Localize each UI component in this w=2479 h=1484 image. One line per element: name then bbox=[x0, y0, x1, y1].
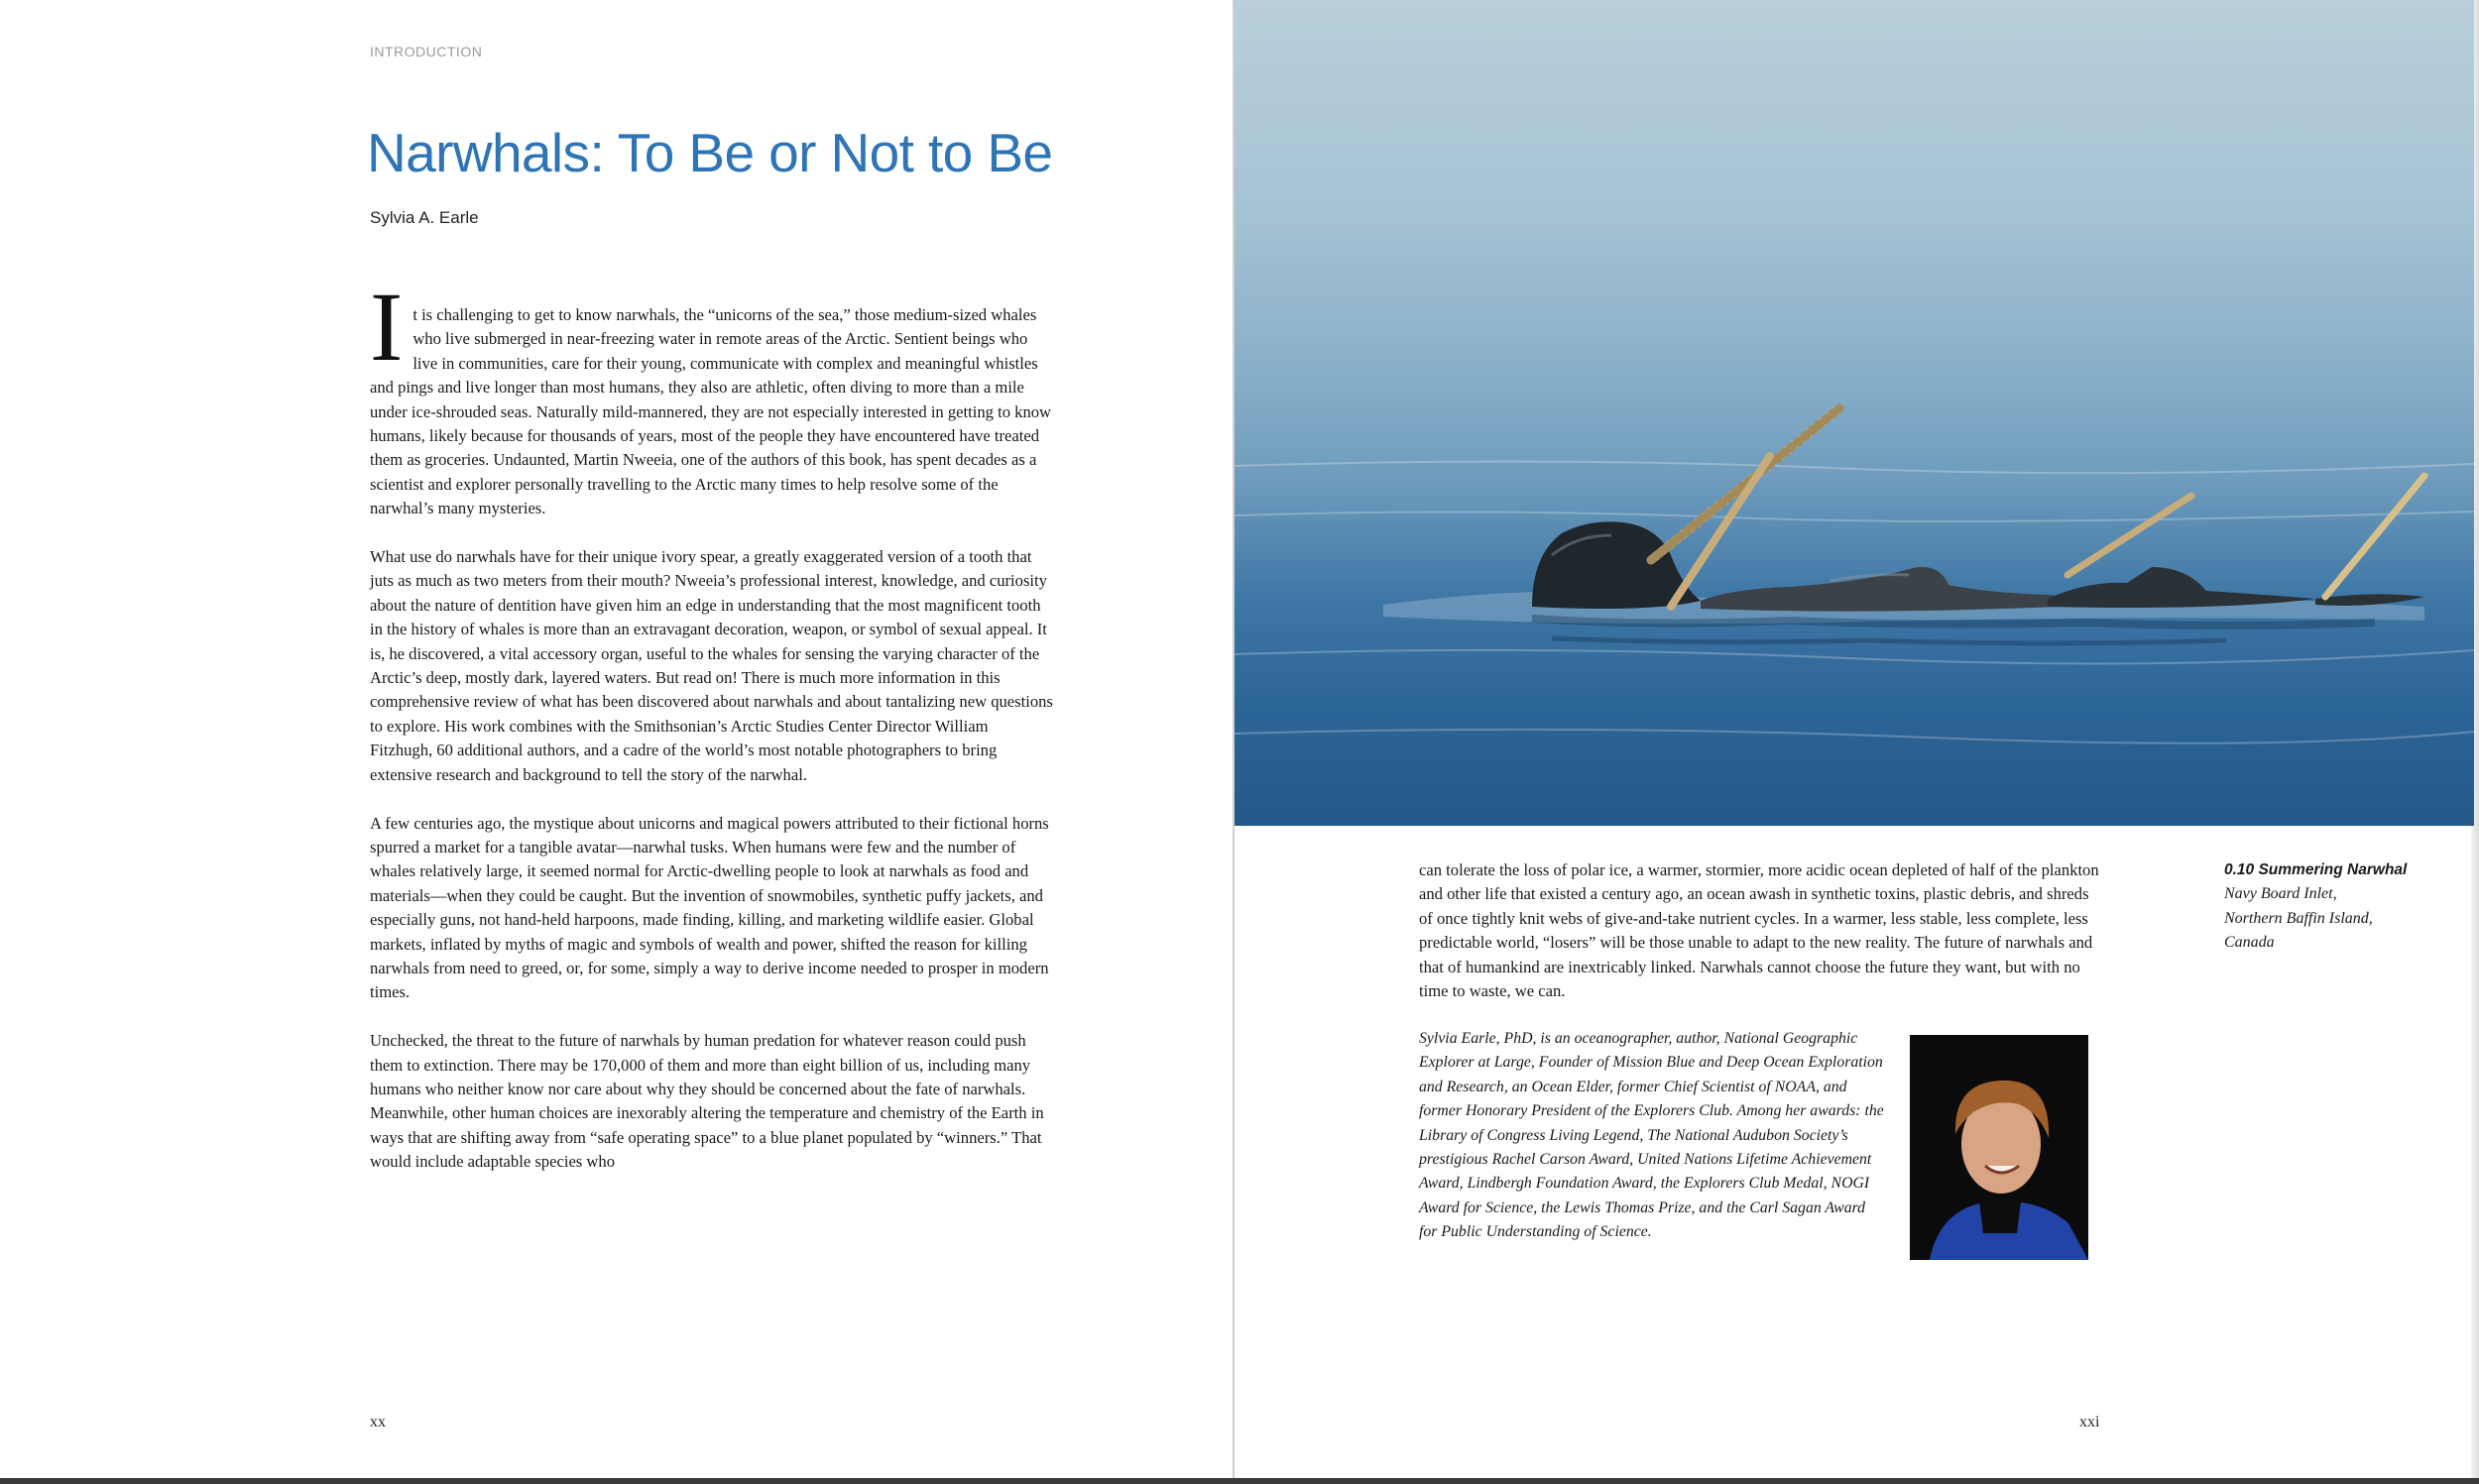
body-paragraph: can tolerate the loss of polar ice, a warmer, stormier, more acidic ocean depleted of half of the plankton and other life that existed a century ago, an ocean awash in synthetic toxins, plastic debris, and shreds of once tightly knit webs of give-and-take nutrient cycles. In a warmer, less stable, less complete, less predictable world, “losers” will be those unable to adapt to the new reality. The future of narwhals and that of humankind are inextricably linked. Narwhals cannot choose the future they want, but with no time to waste, we can. bbox=[1419, 860, 2099, 1001]
drop-cap: I bbox=[370, 272, 404, 382]
narwhals-surfacing-photo bbox=[1235, 0, 2474, 826]
photo-caption bbox=[2224, 858, 2422, 956]
body-paragraph: Unchecked, the threat to the future of narwhals by human predation for whatever reason could push them to extinction. There may be 170,000 of them and more than eight billion of us, including many humans who neither know nor care about why they should be concerned about the fate of narwhals. Meanwhile, other human choices are inexorably altering the temperature and chemistry of the Earth in ways that are shifting away from “safe operating space” to a blue planet populated by “winners.” That would include adaptable species who bbox=[370, 1031, 1044, 1172]
body-text-column bbox=[370, 272, 1054, 1199]
book-spine bbox=[1233, 0, 1235, 1478]
caption-line: Northern Baffin Island, bbox=[2224, 909, 2373, 927]
narwhal-back-3 bbox=[2048, 567, 2315, 608]
body-paragraph: What use do narwhals have for their unique ivory spear, a greatly exaggerated version of a tooth that juts as much as two meters from their mouth? Nweeia’s professional interest, knowledge, and curiosity about the nature of dentition have given him an edge in understanding that the most magnificent tooth in the history of whales is more than an extravagant decoration, weapon, or symbol of sexual appeal. It is, he discovered, a vital accessory organ, useful to the whales for sensing the varying character of the Arctic’s deep, mostly dark, layered waters. But read on! There is much more information in this comprehensive review of what has been discovered about narwhals and about tantalizing new questions to explore. His work combines with the Smithsonian’s Arctic Studies Center Director William Fitzhugh, 60 additional authors, and a cadre of the world’s most notable photographers to bring extensive research and background to tell the story of the narwhal. bbox=[370, 547, 1053, 784]
narwhal-tusk-4 bbox=[2325, 476, 2424, 597]
page-number-left: xx bbox=[370, 1414, 386, 1430]
caption-line: Navy Board Inlet, bbox=[2224, 885, 2337, 903]
bottom-edge-bar bbox=[0, 1478, 2479, 1484]
page-number-right: xxi bbox=[2079, 1414, 2100, 1430]
author-name: Sylvia A. Earle bbox=[370, 208, 479, 227]
body-paragraph: A few centuries ago, the mystique about unicorns and magical powers attributed to their fictional horns spurred a market for a tangible avatar—narwhal tusks. When humans were few and the number of whales relatively large, it seemed normal for Arctic-dwelling people to look at narwhals as food and materials—when they could be caught. But the invention of snowmobiles, synthetic puffy jackets, and especially guns, not hand-held harpoons, made finding, killing, and marketing wildlife easier. Global markets, inflated by myths of magic and symbols of wealth and power, shifted the reason for killing narwhals from need to greed, or, for some, simply a way to derive income needed to prosper in modern times. bbox=[370, 813, 1049, 1002]
caption-title: 0.10 Summering Narwhal bbox=[2224, 861, 2408, 878]
section-label: INTRODUCTION bbox=[370, 44, 483, 59]
narwhal-back-4 bbox=[2315, 594, 2424, 606]
left-page bbox=[0, 0, 1235, 1478]
water-reflections bbox=[1532, 619, 2375, 643]
continuation-text bbox=[1419, 858, 2103, 1003]
narwhal-illustration bbox=[1235, 0, 2474, 826]
narwhal-tusk-3 bbox=[2067, 496, 2191, 575]
author-bio: Sylvia Earle, PhD, is an oceanographer, author, National Geographic Explorer at Large, Founder of Mission Blue and Deep Ocean Exploration and Research, an Ocean Elder, former Chief Scientist of NOAA, and former Honorary President of the Explorers Club. Among her awards: the Library of Congress Living Legend, The National Audubon Society’s prestigious Rachel Carson Award, United Nations Lifetime Achievement Award, Lindbergh Foundation Award, the Explorers Club Medal, NOGI Award for Science, the Lewis Thomas Prize, and the Carl Sagan Award for Public Understanding of Science. bbox=[1419, 1030, 1884, 1241]
portrait-illustration bbox=[1910, 1035, 2088, 1260]
author-portrait-photo bbox=[1910, 1035, 2088, 1260]
body-paragraph: It is challenging to get to know narwhals, the “unicorns of the sea,” those medium-sized whales who live submerged in near-freezing water in remote areas of the Arctic. Sentient beings who live in communities, care for their young, communicate with complex and meaningful whistles and pings and live longer than most humans, they also are athletic, often diving to more than a mile under ice-shrouded seas. Naturally mild-mannered, they are not especially interested in getting to know humans, likely because for thousands of years, most of the people they have encountered have treated them as groceries. Undaunted, Martin Nweeia, one of the authors of this book, has spent decades as a scientist and explorer personally travelling to the Arctic many times to help resolve some of the narwhal’s many mysteries. bbox=[370, 272, 1052, 518]
caption-line: Canada bbox=[2224, 934, 2275, 952]
chapter-title: Narwhals: To Be or Not to Be bbox=[367, 122, 1053, 183]
